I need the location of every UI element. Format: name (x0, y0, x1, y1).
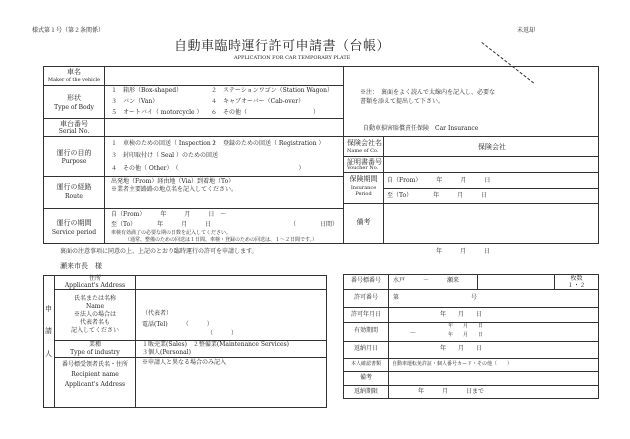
business-label-en: Type of industry (70, 349, 120, 356)
body-option-5[interactable]: ５ オートバイ（ motorcycle ） (111, 109, 203, 116)
body-option-6[interactable]: ６ その他（ ） (211, 109, 320, 116)
form-subtitle: APPLICATION FOR CAR TEMPORARY PLATE (234, 55, 351, 61)
body-option-3[interactable]: ３ バン（Van） (111, 98, 159, 105)
voucher-label: 証明書番号 (347, 158, 382, 166)
period-to[interactable]: 至（To） 年 月 日 (111, 221, 212, 228)
purpose-label-en: Purpose (61, 158, 87, 165)
form-number: 様式第１号（第２条関係） (32, 27, 105, 34)
name-label-jp: 氏名または名称 (73, 295, 116, 302)
upper-remarks-field[interactable] (385, 205, 597, 242)
valid-tilde: 〜 (410, 330, 417, 337)
insurer-value[interactable]: 保険会社 (478, 143, 506, 151)
count-label: 枚数 (570, 275, 583, 282)
addressee: 瀬来市長 様 (60, 262, 102, 270)
body-label-en: Type of Body (54, 104, 94, 111)
insurance-title: 自動車損害賠償責任保険 Car Insurance (363, 125, 479, 132)
serial-label-en: Serial No. (58, 128, 90, 135)
purpose-option-1[interactable]: １ 車検のための回送（ Inspection ） (111, 140, 219, 147)
ins-period-from[interactable]: 自（From） 年 月 日 (387, 177, 491, 184)
corp-note-1: ※法人の場合は (73, 311, 116, 318)
permit-no-label: 許可番号 (353, 294, 378, 301)
corp-note-3: 記入してください (70, 327, 119, 334)
name-label-en: Name (85, 303, 105, 310)
side-label-1: 申 (45, 305, 52, 313)
side-label-3: 人 (45, 350, 52, 358)
plate-remarks-label: 備考 (359, 374, 372, 381)
address-label-en: Applicant's Address (64, 282, 126, 289)
route-line-2: ※業者主要路路の地点名を記入してください。 (111, 186, 238, 193)
voucher-field[interactable] (385, 158, 597, 171)
ins-period-to[interactable]: 至（To） 年 月 日 (387, 192, 488, 199)
insurer-label-en: Name of Co. (347, 148, 379, 154)
body-option-4[interactable]: ４ キャブオーバー（Cab-over） (211, 98, 305, 105)
period-label-en: Service period (51, 229, 97, 236)
id-doc-value[interactable]: 自動車運転免許証・個人番号カード・その他（ ） (392, 361, 513, 367)
maker-label-en: Maker of the vehicle (47, 77, 101, 83)
period-from[interactable]: 自（From） 年 月 日 〜 (111, 211, 227, 218)
purpose-option-3[interactable]: ３ 封印取付け（ Seal ）のための回送 (111, 152, 218, 159)
address-field[interactable] (137, 277, 325, 288)
purpose-option-2[interactable]: ２ 登録のための回送（ Registration ） (211, 140, 325, 147)
declaration-date[interactable]: 年 月 日 (436, 248, 491, 255)
valid-period-label: 有効期間 (353, 327, 378, 334)
ins-period-label-en: Insurance Period (350, 185, 377, 197)
corp-note-2: 代表者名も (79, 319, 110, 326)
body-option-1[interactable]: １ 箱形（Box-shaped） (111, 87, 183, 94)
valid-from[interactable]: 年 月 日 (448, 323, 484, 329)
period-note-1: 車検有効満了の必要な期の日数を記入してください。 (111, 230, 232, 236)
serial-field[interactable] (106, 120, 340, 135)
recipient-label-jp: 番号標受領者氏名・住所 (61, 361, 128, 368)
voucher-label-en: Voucher No. (347, 165, 379, 171)
permit-no-value[interactable]: 第 号 (393, 294, 478, 301)
return-deadline-label: 返納期限 (353, 388, 378, 395)
route-label-jp: 運行の経路 (56, 183, 92, 191)
upper-remarks-label: 備考 (356, 218, 371, 226)
address-label-jp: 住所 (88, 275, 101, 282)
return-date-value[interactable]: 年 月 日 (440, 345, 483, 352)
period-label-jp: 運行の期間 (56, 219, 92, 227)
plate-remarks-field[interactable] (390, 373, 597, 384)
permit-date-label: 許可年月日 (350, 311, 381, 318)
maker-label-jp: 車名 (67, 68, 81, 76)
tel-field-2[interactable]: （ ） (207, 330, 238, 337)
permit-date-value[interactable]: 年 月 日 (440, 311, 483, 318)
recipient-field[interactable] (137, 370, 325, 406)
business-label-jp: 業種 (88, 341, 101, 348)
declaration-text: 裏面の注意事項に同意の上、上記のとおり臨時運行の許可を申請します。 (60, 248, 258, 255)
plate-no-value[interactable]: 水戸 － 瀬来 (393, 277, 460, 284)
purpose-label-jp: 運行の目的 (56, 149, 92, 157)
purpose-option-4[interactable]: ４ その他（ Other） （ ） (111, 165, 305, 172)
recipient-note: ※申請人と異なる場合のみ記入 (142, 359, 227, 366)
body-option-2[interactable]: ２ ステーションワゴン（Station Wagon） (211, 87, 333, 94)
return-deadline-value[interactable]: 年 月 日まで (418, 388, 485, 395)
valid-to[interactable]: 年 月 日 (448, 332, 484, 338)
insurer-label: 保険会社名 (347, 139, 382, 147)
instruction-note: ※注： 裏面をよく読んで太線内を記入し、必要な書類を添えて提出して下さい。 (360, 89, 496, 105)
id-doc-label: 本人確認書類 (350, 361, 381, 367)
route-label-en: Route (65, 193, 83, 200)
period-days[interactable]: （ 日間） (290, 221, 339, 228)
business-option-2[interactable]: ３個人(Personal) (142, 349, 191, 356)
uncollected-label: 未返却 (517, 27, 536, 34)
period-note-2: （通常、整備のための回送は１日間、車検・登録のための回送は、１〜２日間です。） (125, 237, 318, 243)
body-label-jp: 形状 (67, 94, 81, 102)
rep-label[interactable]: （代表者） (142, 310, 173, 317)
maker-field[interactable] (106, 68, 340, 83)
ins-period-label: 保険期間 (349, 175, 378, 183)
tel-field[interactable]: 電話(Tel) （ ） (142, 321, 213, 328)
side-label-2: 請 (45, 327, 52, 335)
route-field[interactable] (106, 195, 340, 207)
count-value[interactable]: １・２ (567, 282, 586, 289)
business-option-1[interactable]: １販売業(Sales) ２整備業(Maintenance Services) (142, 341, 290, 348)
recipient-label-en-2: Applicant's Address (64, 381, 126, 388)
recipient-label-en-1: Recipient name (71, 371, 119, 378)
plate-no-label: 番号標番号 (350, 277, 381, 284)
route-line-1: 出発地（From）経由地（Via）到着地（To） (111, 178, 235, 185)
form-title: 自動車臨時運行許可申請書（台帳） (174, 39, 391, 54)
return-date-label: 返納月日 (353, 345, 378, 352)
serial-label-jp: 車台番号 (60, 120, 88, 128)
